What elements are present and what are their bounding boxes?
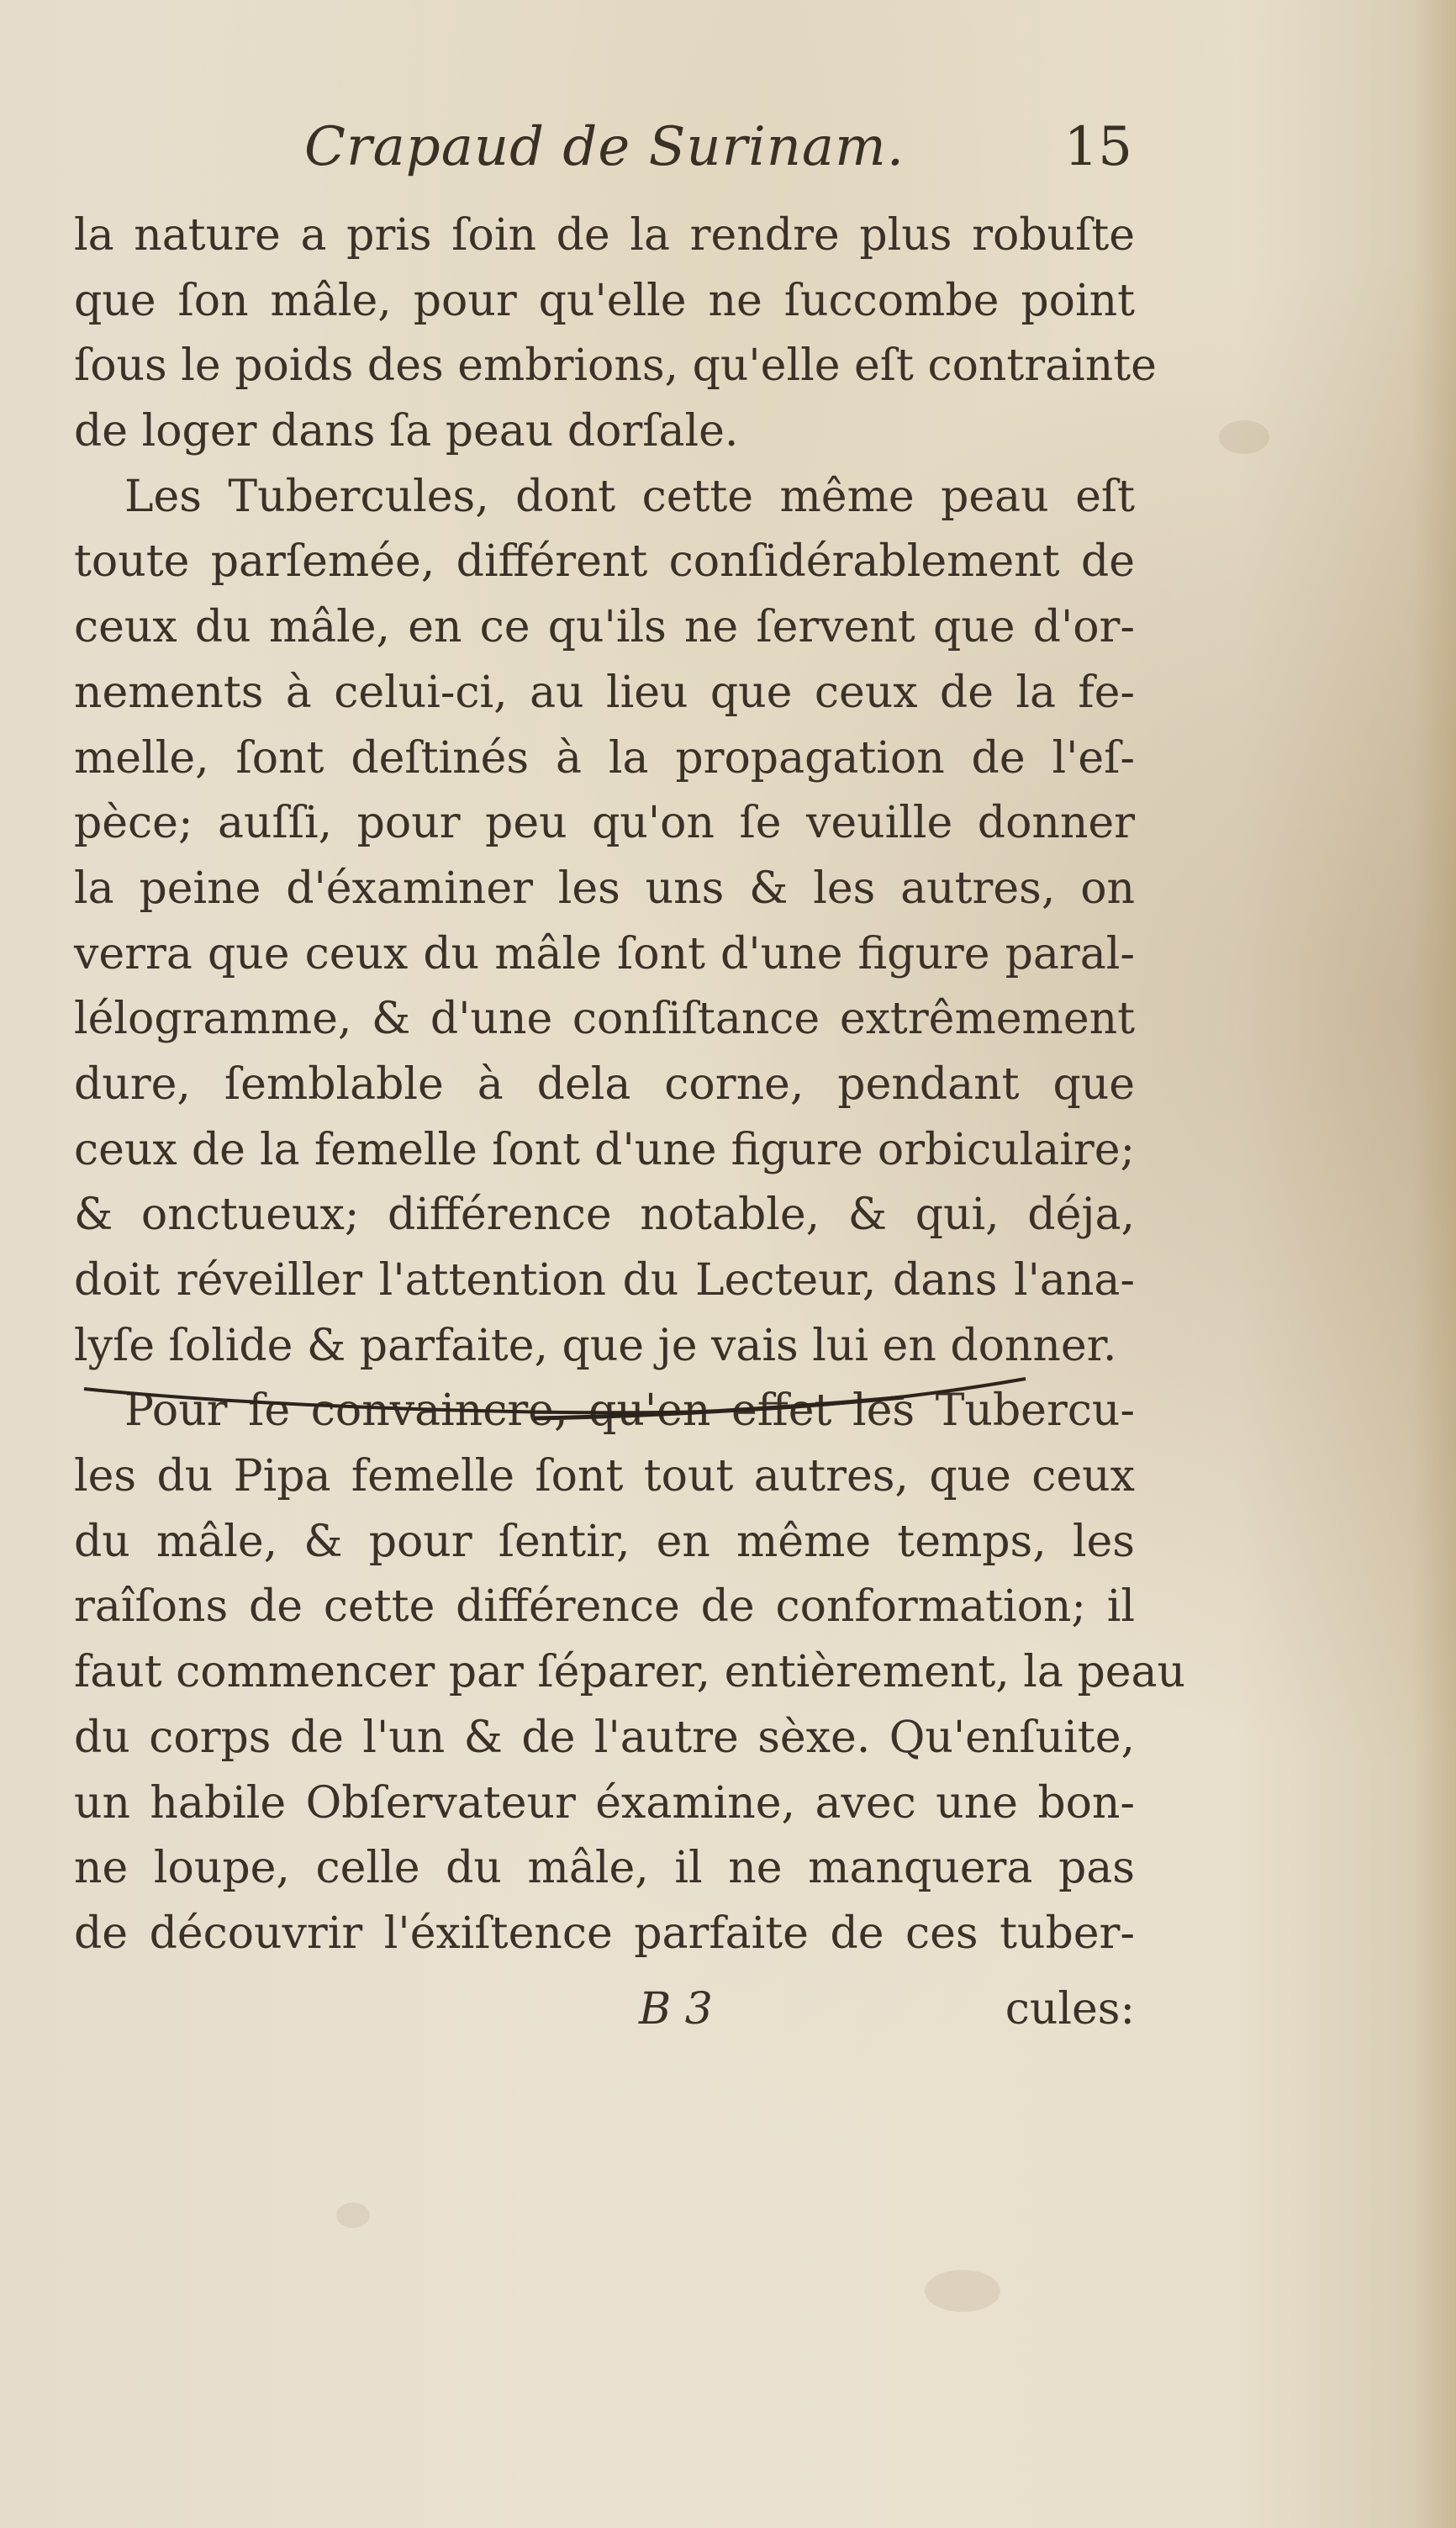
text-line: de découvrir l'éxiſtence parfaite de ces tuber-	[74, 1908, 1135, 1959]
text-line: ceux de la femelle ſont d'une figure orbiculaire;	[74, 1124, 1135, 1175]
text-line: la peine d'éxaminer les uns & les autres, on	[74, 863, 1135, 914]
text-line: ne loupe, celle du mâle, il ne manquera pas	[74, 1843, 1135, 1894]
running-head	[304, 116, 1132, 183]
text-line: lyſe ſolide & parfaite, que je vais lui en donner.	[74, 1320, 1117, 1371]
text-line: la nature a pris ſoin de la rendre plus robuſte	[74, 210, 1135, 261]
text-line: un habile Obſervateur éxamine, avec une bon-	[74, 1777, 1135, 1829]
text-line: & onctueux; différence notable, & qui, déja,	[74, 1190, 1135, 1241]
text-line: de loger dans ſa peau dorſale.	[74, 406, 739, 457]
text-line: dure, ſemblable à dela corne, pendant que	[74, 1058, 1135, 1110]
text-line: raîſons de cette différence de conformation; il	[74, 1581, 1135, 1633]
catchword: cules:	[1005, 1984, 1135, 2035]
text-line: ceux du mâle, en ce qu'ils ne ſervent que d'or-	[74, 602, 1135, 653]
text-line: du mâle, & pour ſentir, en même temps, les	[74, 1516, 1135, 1567]
running-head-title: Crapaud de Surinam.	[304, 116, 905, 178]
page-footer	[74, 1984, 1135, 2043]
page-number: 15	[1063, 116, 1132, 178]
text-line: verra que ceux du mâle ſont d'une figure paral-	[74, 928, 1135, 979]
text-line: pèce; auſſi, pour peu qu'on ſe veuille donner	[74, 798, 1135, 849]
paper-stain	[336, 2203, 370, 2228]
paper-stain	[1219, 420, 1269, 454]
text-line: Les Tubercules, dont cette même peau eſt	[124, 471, 1135, 522]
text-line: faut commencer par ſéparer, entièrement, la peau	[74, 1647, 1186, 1698]
text-line: lélogramme, & d'une conſiſtance extrêmement	[74, 994, 1135, 1045]
text-line: les du Pipa femelle ſont tout autres, que ceux	[74, 1451, 1135, 1502]
text-line: nements à celui-ci, au lieu que ceux de la fe-	[74, 667, 1135, 718]
text-line: Pour ſe convaincre, qu'en effet les Tubercu-	[124, 1385, 1135, 1437]
text-line: du corps de l'un & de l'autre sèxe. Qu'enſuite,	[74, 1712, 1135, 1763]
signature-mark: B 3	[639, 1984, 713, 2035]
text-line: ſous le poids des embrions, qu'elle eſt contrainte	[74, 340, 1157, 392]
text-line: doit réveiller l'attention du Lecteur, dans l'ana-	[74, 1255, 1135, 1306]
body-text	[74, 203, 1186, 1967]
text-line: toute parſemée, différent conſidérablement de	[74, 536, 1135, 588]
text-line: que ſon mâle, pour qu'elle ne ſuccombe point	[74, 275, 1135, 326]
text-line: melle, ſont deſtinés à la propagation de l'eſ-	[74, 732, 1135, 784]
paper-stain	[925, 2270, 1000, 2312]
